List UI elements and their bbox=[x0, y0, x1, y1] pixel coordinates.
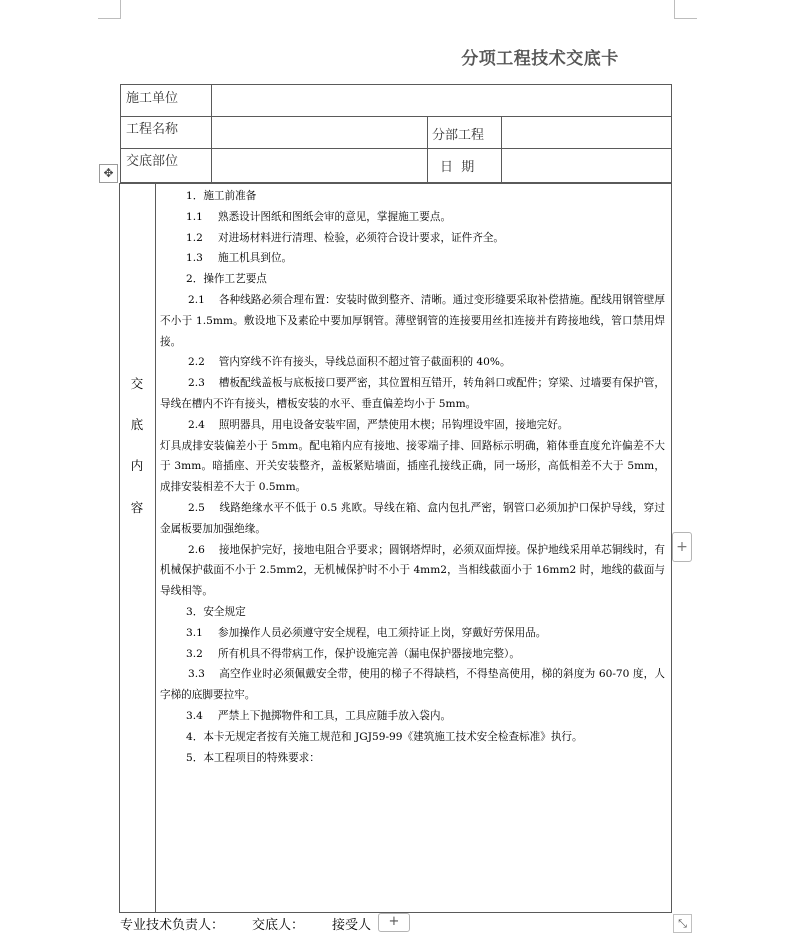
page-title: 分项工程技术交底卡 bbox=[461, 49, 619, 69]
item-text: 施工机具到位。 bbox=[218, 252, 293, 265]
content-column-divider bbox=[155, 183, 156, 913]
section-heading: 3．安全规定 bbox=[186, 605, 246, 618]
tech-lead-label: 专业技术负责人： bbox=[120, 918, 225, 933]
item-text: 对进场材料进行清理、检验，必须符合设计要求，证件齐全。 bbox=[218, 231, 505, 244]
construction-unit-label: 施工单位 bbox=[126, 91, 179, 106]
content-item bbox=[160, 207, 665, 228]
side-label-char: 底 bbox=[130, 417, 144, 432]
side-label-char: 交 bbox=[130, 376, 144, 391]
content-paragraph: 2.6 接地保护完好，接地电阻合乎要求；圆钢塔焊时，必须双面焊接。保护地线采用单芯铜线时，有机械保护截面不小于 2.5mm2，无机械保护时不小于 4mm2，当相线截面小于 16mm2 时，地线的截面与导线相等。 bbox=[160, 543, 665, 598]
plus-icon: + bbox=[676, 539, 688, 555]
content-paragraph: 2.2 管内穿线不许有接头，导线总面积不超过管子截面积的 40%。 bbox=[188, 356, 511, 369]
content-border-left bbox=[119, 183, 120, 913]
content-item bbox=[160, 706, 665, 727]
table-column-divider bbox=[501, 116, 502, 182]
handover-person-label: 交底人： bbox=[252, 918, 305, 933]
table-border-left bbox=[120, 84, 121, 182]
content-item bbox=[160, 248, 665, 269]
project-name-label: 工程名称 bbox=[126, 122, 179, 137]
page-corner-mark-left bbox=[98, 0, 121, 19]
add-row-button[interactable] bbox=[378, 913, 410, 932]
handover-content bbox=[160, 186, 665, 768]
item-number: 1.2 bbox=[186, 231, 203, 244]
table-move-handle-icon[interactable]: ✥ bbox=[99, 164, 118, 183]
table-column-divider bbox=[427, 116, 428, 182]
item-number: 3.2 bbox=[186, 647, 203, 660]
table-border-right bbox=[671, 84, 672, 182]
item-number: 3.4 bbox=[186, 709, 203, 722]
item-text: 熟悉设计图纸和图纸会审的意见，掌握施工要点。 bbox=[218, 210, 452, 223]
item-number: 1.1 bbox=[186, 210, 203, 223]
table-row-divider bbox=[120, 116, 672, 117]
signature-footer bbox=[120, 914, 371, 933]
section-heading: 1．施工前准备 bbox=[186, 190, 257, 202]
content-paragraph: 2.3 槽板配线盖板与底板接口要严密，其位置相互错开，转角斜口或配件；穿梁、过墙要有保护管，导线在槽内不许有接头，槽板安装的水平、垂直偏差均小于 5mm。 bbox=[160, 377, 665, 410]
section-heading: 4．本卡无规定者按有关施工规范和 JGJ59-99《建筑施工技术安全检查标准》执行。 bbox=[186, 730, 583, 743]
handover-part-label: 交底部位 bbox=[126, 154, 179, 169]
item-text: 所有机具不得带病工作，保护设施完善（漏电保护器接地完整）。 bbox=[218, 647, 520, 660]
content-paragraph: 灯具成排安装偏差小于 5mm。配电箱内应有接地、接零端子排、回路标示明确，箱体垂直度允许偏差不大于 3mm。暗插座、开关安装整齐，盖板紧贴墙面，插座孔接线正确，同一场形，高低相差不大于 5mm，成排安装相差不大于 0.5mm。 bbox=[160, 439, 665, 494]
item-text: 参加操作人员必须遵守安全规程，电工须持证上岗，穿戴好劳保用品。 bbox=[218, 626, 547, 639]
side-label-char: 容 bbox=[130, 500, 144, 515]
sub-project-label: 分部工程 bbox=[432, 128, 485, 143]
content-item bbox=[160, 623, 665, 644]
receiver-label: 接受人 bbox=[332, 918, 372, 933]
page-corner-mark-right bbox=[674, 0, 697, 19]
table-column-divider bbox=[211, 84, 212, 182]
table-row-divider bbox=[120, 148, 672, 149]
section-heading: 2．操作工艺要点 bbox=[186, 273, 267, 286]
content-paragraph: 3.3 高空作业时必须佩戴安全带，使用的梯子不得缺档，不得垫高使用，梯的斜度为 60-70 度，人字梯的底脚要拉牢。 bbox=[160, 668, 665, 702]
content-border-top bbox=[119, 183, 672, 184]
table-border-top bbox=[120, 84, 672, 85]
table-resize-icon[interactable]: ⤡ bbox=[673, 914, 692, 933]
date-label: 日 期 bbox=[440, 160, 475, 175]
item-number: 3.1 bbox=[186, 626, 203, 639]
add-column-button[interactable] bbox=[672, 532, 692, 562]
content-paragraph: 2.5 线路绝缘水平不低于 0.5 兆欧。导线在箱、盒内包扎严密，钢管口必须加护口保护导线，穿过金属板要加加强绝缘。 bbox=[160, 501, 665, 535]
section-heading: 5．本工程项目的特殊要求： bbox=[186, 751, 320, 764]
content-paragraph: 2.1 各种线路必须合理布置：安装时做到整齐、清晰。通过变形缝要采取补偿措施。配线用钢管壁厚不小于 1.5mm。敷设地下及素砼中要加厚钢管。薄壁钢管的连接要用丝扣连接并有跨接地线，管口禁用焊接。 bbox=[160, 293, 665, 348]
plus-icon: + bbox=[388, 914, 400, 929]
item-number: 1.3 bbox=[186, 252, 203, 265]
side-label-char: 内 bbox=[130, 458, 144, 473]
content-paragraph: 2.4 照明器具，用电设备安装牢固，严禁使用木楔；吊钩埋设牢固，接地完好。 bbox=[188, 418, 569, 431]
content-item bbox=[160, 228, 665, 249]
content-item bbox=[160, 644, 665, 665]
item-text: 严禁上下抛掷物件和工具，工具应随手放入袋内。 bbox=[218, 709, 452, 722]
